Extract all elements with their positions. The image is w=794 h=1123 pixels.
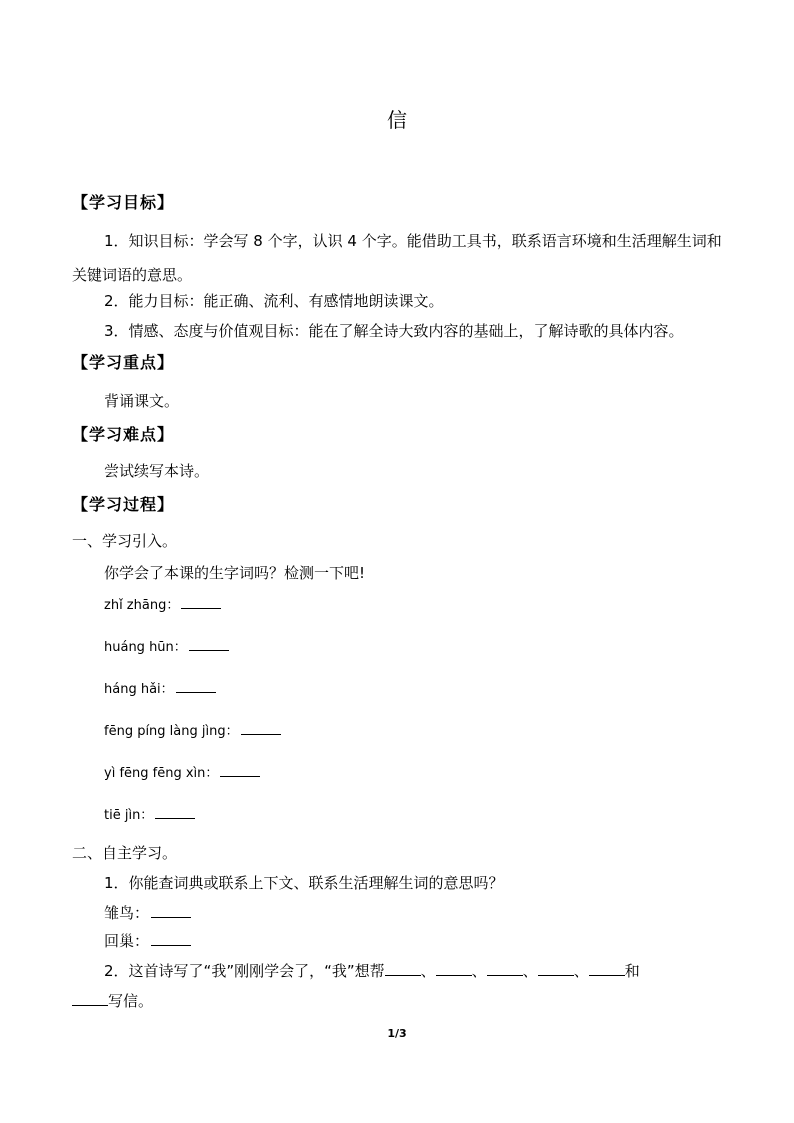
page-title: 信 bbox=[387, 108, 407, 132]
answer-blank[interactable] bbox=[538, 963, 574, 976]
answer-blank[interactable] bbox=[72, 993, 108, 1006]
answer-blank[interactable] bbox=[589, 963, 625, 976]
part1-title: 一、学习引入。 bbox=[72, 532, 178, 550]
part2-question-2 bbox=[104, 958, 640, 984]
answer-blank[interactable] bbox=[176, 680, 216, 693]
pinyin-row-1 bbox=[104, 594, 221, 613]
answer-blank[interactable] bbox=[151, 905, 191, 918]
separator: 、 bbox=[573, 962, 589, 980]
conjunction: 和 bbox=[624, 962, 640, 980]
pinyin-text: háng hǎi： bbox=[104, 682, 174, 697]
question-text: 2．这首诗写了“我”刚刚学会了，“我”想帮 bbox=[104, 962, 385, 980]
answer-blank[interactable] bbox=[436, 963, 472, 976]
difficulty-text: 尝试续写本诗。 bbox=[104, 462, 210, 480]
pinyin-row-2 bbox=[104, 636, 229, 655]
pinyin-row-3 bbox=[104, 678, 216, 697]
pinyin-text: zhǐ zhāng： bbox=[104, 598, 180, 613]
pinyin-row-6 bbox=[104, 804, 195, 823]
separator: 、 bbox=[471, 962, 487, 980]
goals-heading: 【学习目标】 bbox=[72, 193, 175, 212]
part2-question-2-cont bbox=[72, 988, 153, 1014]
process-heading: 【学习过程】 bbox=[72, 495, 175, 514]
pinyin-text: huáng hūn： bbox=[104, 640, 187, 655]
answer-blank[interactable] bbox=[155, 806, 195, 819]
vocab-row-1 bbox=[104, 900, 191, 926]
pinyin-text: yì fēng fēng xìn： bbox=[104, 766, 219, 781]
key-points-text: 背诵课文。 bbox=[104, 392, 180, 410]
key-points-heading: 【学习重点】 bbox=[72, 353, 175, 372]
vocab-row-2 bbox=[104, 928, 191, 954]
answer-blank[interactable] bbox=[487, 963, 523, 976]
answer-blank[interactable] bbox=[181, 596, 221, 609]
pinyin-text: tiē jìn： bbox=[104, 808, 154, 823]
page-number: 1/3 bbox=[387, 1027, 407, 1040]
answer-blank[interactable] bbox=[241, 722, 281, 735]
vocab-word: 回巢： bbox=[104, 932, 150, 950]
pinyin-text: fēng píng làng jìng： bbox=[104, 724, 239, 739]
part1-prompt: 你学会了本课的生字词吗？检测一下吧! bbox=[104, 564, 366, 582]
separator: 、 bbox=[522, 962, 538, 980]
goal-item-3: 3．情感、态度与价值观目标：能在了解全诗大致内容的基础上，了解诗歌的具体内容。 bbox=[104, 322, 684, 340]
answer-blank[interactable] bbox=[189, 638, 229, 651]
separator: 、 bbox=[420, 962, 436, 980]
pinyin-row-5 bbox=[104, 762, 260, 781]
vocab-word: 雏鸟： bbox=[104, 904, 150, 922]
goal-item-1: 1．知识目标：学会写 8 个字，认识 4 个字。能借助工具书，联系语言环境和生活理解生词和关键词语的意思。 bbox=[72, 232, 722, 284]
question-text-end: 写信。 bbox=[108, 992, 154, 1010]
difficulty-heading: 【学习难点】 bbox=[72, 425, 175, 444]
answer-blank[interactable] bbox=[220, 764, 260, 777]
answer-blank[interactable] bbox=[385, 963, 421, 976]
goal-item-2: 2．能力目标：能正确、流利、有感情地朗读课文。 bbox=[104, 292, 444, 310]
part2-question-1: 1．你能查词典或联系上下文、联系生活理解生词的意思吗？ bbox=[104, 874, 504, 892]
pinyin-row-4 bbox=[104, 720, 281, 739]
part2-title: 二、自主学习。 bbox=[72, 844, 178, 862]
answer-blank[interactable] bbox=[151, 933, 191, 946]
